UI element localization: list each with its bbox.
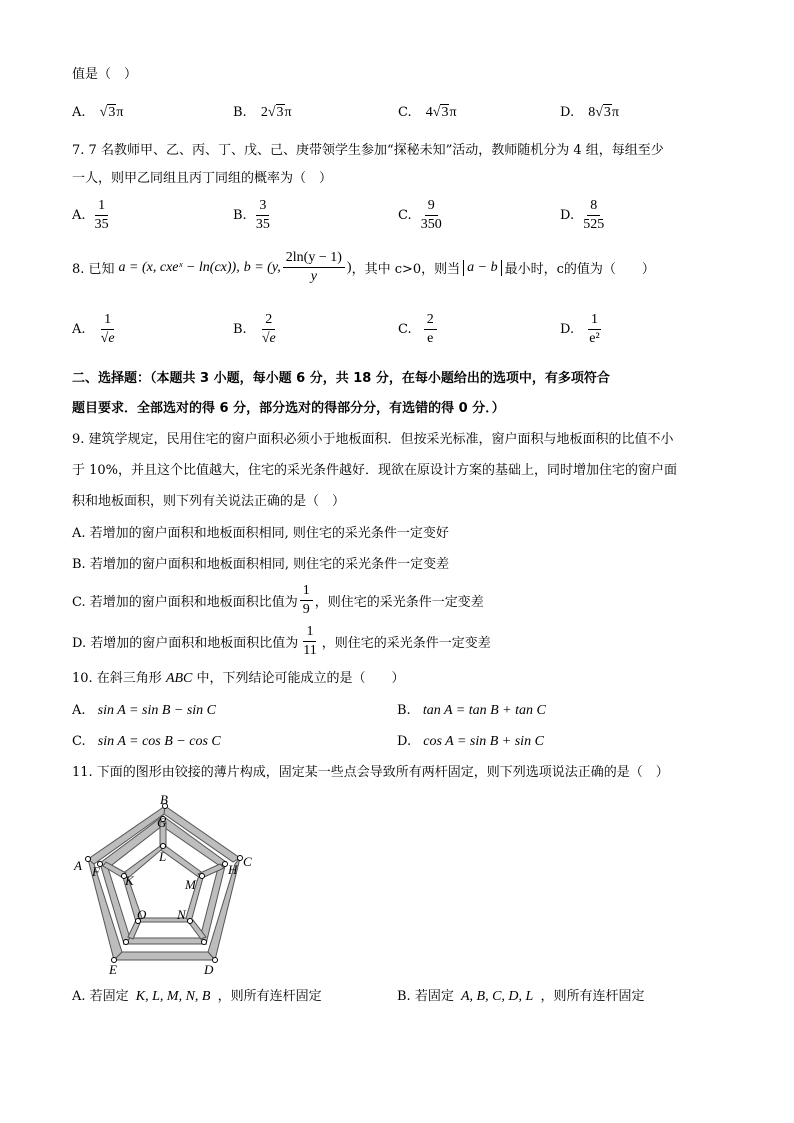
q7-stem-line2: 一人，则甲乙同组且丙丁同组的概率为（ ） xyxy=(72,171,333,186)
label-c: C xyxy=(243,854,252,869)
section2-header-line1: 二、选择题：（本题共 3 小题，每小题 6 分，共 18 分，在每小题给出的选项中，有多项符合 xyxy=(72,371,610,386)
q6-option-a[interactable]: A. √3π xyxy=(72,105,124,120)
label-k: K xyxy=(125,873,134,888)
q9-option-a[interactable]: A. 若增加的窗户面积和地板面积相同, 则住宅的采光条件一定变好 xyxy=(72,526,449,541)
option-label: B. xyxy=(233,208,247,223)
label-b: B xyxy=(160,792,168,807)
q10-option-a[interactable]: A. sin A = sin B − sin C xyxy=(72,703,217,718)
q9-stem-line3: 积和地板面积，则下列有关说法正确的是（ ） xyxy=(72,494,346,509)
section2-header-line2: 题目要求．全部选对的得 6 分，部分选对的得部分分，有选错的得 0 分．） xyxy=(72,401,505,416)
q8-option-b[interactable]: B. $\frac{2}{√e}$ xyxy=(233,312,276,346)
vector-a-expr: a = (x, cxeˣ − ln(cx)), xyxy=(118,259,240,275)
plate-d-e xyxy=(114,952,215,960)
label-g: G xyxy=(157,815,167,830)
option-label: A. xyxy=(72,703,86,718)
q10-option-d[interactable]: D. cos A = sin B + sin C xyxy=(397,734,544,749)
option-label: C. xyxy=(72,734,86,749)
label-m: M xyxy=(185,877,196,892)
q8-option-c[interactable]: C. $\frac{2}{e}$ xyxy=(398,312,439,347)
option-label: A. xyxy=(72,105,86,120)
plate-f-g xyxy=(100,816,163,868)
option-label: D. xyxy=(560,208,575,223)
option-label: A. xyxy=(72,322,86,337)
label-a: A xyxy=(74,858,82,873)
q10-option-b[interactable]: B. tan A = tan B + tan C xyxy=(397,703,546,718)
option-label: B. xyxy=(397,703,411,718)
label-o: O xyxy=(137,907,147,922)
abs-diff-expr: a − b xyxy=(463,260,501,276)
option-label: A. xyxy=(72,208,86,223)
option-label: B. xyxy=(233,105,247,120)
label-f: F xyxy=(92,864,100,879)
label-e: E xyxy=(109,962,117,977)
linkage-figure xyxy=(70,792,260,977)
q9-option-b[interactable]: B. 若增加的窗户面积和地板面积相同, 则住宅的采光条件一定变差 xyxy=(72,557,450,572)
label-h: H xyxy=(228,862,238,877)
q9-option-c[interactable]: C. 若增加的窗户面积和地板面积比值为 $\frac{1}{9}$ ，则住宅的采光条件一定变差 xyxy=(72,583,484,617)
label-l: L xyxy=(159,849,167,864)
q11-option-a[interactable]: A. 若固定 K, L, M, N, B ，则所有连杆固定 xyxy=(72,989,322,1004)
q6-option-d[interactable]: D. 8√3π xyxy=(560,105,619,120)
q9-stem-line1: 9. 建筑学规定，民用住宅的窗户面积必须小于地板面积．但按采光标准，窗户面积与地板面积的比值不小 xyxy=(72,432,674,447)
q11-option-b[interactable]: B. 若固定 A, B, C, D, L ，则所有连杆固定 xyxy=(397,989,645,1004)
option-label: D. xyxy=(560,322,575,337)
q7-option-b[interactable]: B. $\frac{3}{35}$ xyxy=(233,198,270,232)
option-label: D. xyxy=(397,734,412,749)
q7-stem-line1: 7. 7 名教师甲、乙、丙、丁、戊、己、庚带领学生参加“探秘未知”活动，教师随机分为 4 组，每组至少 xyxy=(72,143,664,158)
q9-stem-line2: 于 10%，并且这个比值越大，住宅的采光条件越好．现欲在原设计方案的基础上，同时增加住宅的窗户面 xyxy=(72,463,678,478)
plate-g-h xyxy=(162,816,226,866)
q8-option-a[interactable]: A. $\frac{1}{√e}$ xyxy=(72,312,115,346)
option-label: C. xyxy=(398,105,412,120)
option-label: C. xyxy=(398,208,412,223)
q10-option-c[interactable]: C. sin A = cos B − cos C xyxy=(72,734,221,749)
q6-option-b[interactable]: B. 2√3π xyxy=(233,105,292,120)
option-label: D. xyxy=(560,105,575,120)
option-label: B. xyxy=(233,322,247,337)
q7-option-a[interactable]: A. $\frac{1}{35}$ xyxy=(72,198,109,232)
q8-option-d[interactable]: D. $\frac{1}{\text{e²}}$ xyxy=(560,312,600,346)
q11-stem: 11. 下面的图形由铰接的薄片构成，固定某一些点会导致所有两杆固定，则下列选项说法正确的是（ ） xyxy=(72,765,669,780)
plate-i-j xyxy=(124,938,206,944)
q6-option-c[interactable]: C. 4√3π xyxy=(398,105,457,120)
label-d: D xyxy=(204,962,214,977)
vector-b-expr: b = (y, xyxy=(243,259,281,275)
option-label: C. xyxy=(398,322,412,337)
q10-stem: 10. 在斜三角形 ABC 中，下列结论可能成立的是（ ） xyxy=(72,671,405,686)
label-n: N xyxy=(177,907,186,922)
q6-stem-tail: 值是（ ） xyxy=(72,67,138,82)
q8-stem: 8. 已知 a = (x, cxeˣ − ln(cx)), b = (y, $\frac{2\ln(y - 1)}{y}$ ) ，其中 c>0，则当 a − b 最小时，c的值为（ ） xyxy=(72,250,655,284)
q7-option-d[interactable]: D. $\frac{8}{525}$ xyxy=(560,198,605,232)
q9-option-d[interactable]: D. 若增加的窗户面积和地板面积比值为 $\frac{1}{11}$ ，则住宅的采光条件一定变差 xyxy=(72,624,491,658)
q7-option-c[interactable]: C. $\frac{9}{350}$ xyxy=(398,198,442,232)
